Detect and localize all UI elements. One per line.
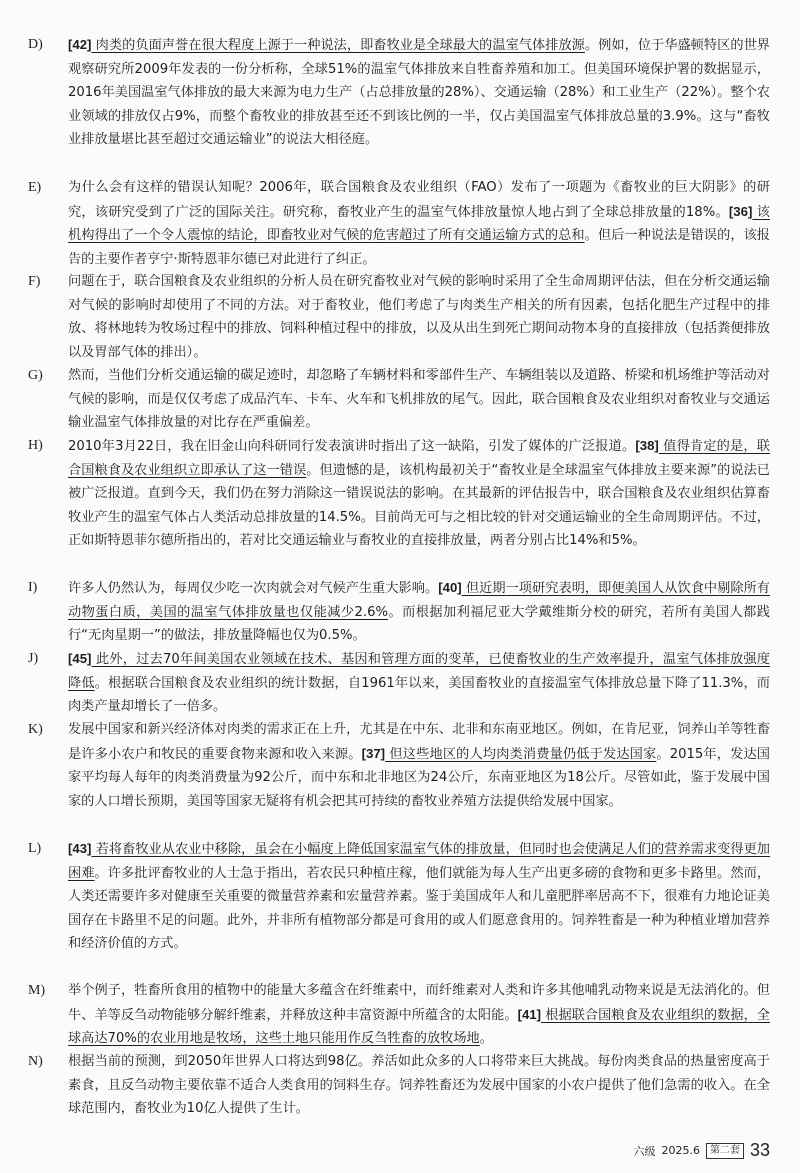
paragraph-body [68,434,770,553]
paragraph-label: M) [28,983,46,998]
paragraph-body [68,176,770,271]
question-number: [37] [361,745,386,761]
underlined-text: 此外，过去70年间美国农业领域在技术、基因和管理方面的变革，已使畜牧业的生产效率提升，温室气体排放强度降低 [68,652,770,691]
paragraph-m [28,979,770,1051]
page-number: 33 [749,1140,770,1160]
underlined-text: 但近期一项研究表明，即便美国人从饮食中剔除所有动物蛋白质，美国的温室气体排放量也仅能减少2.6% [68,581,770,620]
underlined-text: 但这些地区的人均肉类消费量仍低于发达国家 [385,746,657,762]
paragraph-body [68,1050,770,1121]
body-text: 发展中国家和新兴经济体对肉类的需求正在上升，尤其是在中东、北非和东南亚地区。例如，在肯尼亚，饲养山羊等牲畜是许多小农户和牧民的重要食物来源和收入来源。 [68,722,770,762]
paragraph-body [68,576,770,648]
body-text: 。 [479,1031,493,1047]
paragraph-label: D) [28,37,43,52]
body-text: 。但遗憾的是，该机构最初关于“畜牧业是全球温室气体排放主要来源”的说法已被广泛报道。直到今天，我们仍在努力消除这一错误说法的影响。在其最新的评估报告中，联合国粮食及农业组织估算畜牧业产生的温室气体占人类活动总排放量的14.5%。目前尚无可与之相比较的针对交通运输业的全生命周期评估。不过，正如斯特恩菲尔德所指出的，若对比交通运输业与畜牧业的直接排放量，两者分别占比14%和5%。 [68,462,770,549]
body-text: 为什么会有这样的错误认知呢？2006年，联合国粮食及农业组织（FAO）发布了一项题为《畜牧业的巨大阴影》的研究，该研究受到了广泛的国际关注。研究称，畜牧业产生的温室气体排放量惊人地占到了全球总排放量的18%。 [68,180,770,220]
question-number: [36] [728,203,753,219]
paragraph-label: I) [28,580,38,595]
exam-level: 六级 [633,1144,656,1158]
set-badge: 第二套 [706,1143,744,1159]
question-number: [41] [517,1006,542,1022]
body-text: 然而，当他们分析交通运输的碳足迹时，却忽略了车辆材料和零部件生产、车辆组装以及道路、桥梁和机场维护等活动对气候的影响，而是仅仅考虑了成品汽车、卡车、火车和飞机排放的尾气。因此，联合国粮食及农业组织对畜牧业与交通运输业温室气体排放量的对比存在严重偏差。 [68,368,770,431]
paragraph-body [68,647,770,719]
question-number: [45] [68,651,92,666]
paragraph-i [28,576,770,648]
paragraph-label: H) [28,438,43,453]
paragraph-l [28,837,770,956]
paragraph-body [68,270,770,364]
body-text: 2010年3月22日，我在旧金山向科研同行发表演讲时指出了这一缺陷，引发了媒体的广泛报道。 [68,439,636,454]
underlined-text: 根据联合国粮食及农业组织的数据，全球高达70%的农业用地是牧场，这些土地只能用作反刍牲畜的放牧场地 [68,1007,770,1047]
paragraph-f [28,270,770,364]
paragraph-d [28,33,770,152]
paragraph-label: K) [28,722,43,737]
paragraph-k [28,718,770,813]
body-text: 许多人仍然认为，每周仅少吃一次肉就会对气候产生重大影响。 [68,581,439,596]
paragraph-body [68,837,770,956]
paragraph-body [68,33,770,152]
page-footer [633,1140,770,1161]
paragraph-e [28,176,770,271]
paragraph-h [28,434,770,553]
paragraph-body [68,364,770,435]
body-text: 。2015年，发达国家平均每人每年的肉类消费量为92公斤，而中东和北非地区为24公斤，东南亚地区为18公斤。尽管如此，鉴于发展中国家的人口增长预期，美国等国家无疑将有机会把其可持续的畜牧业养殖方法提供给发展中国家。 [68,746,770,809]
question-number: [40] [438,580,462,595]
exam-issue: 2025.6 [661,1144,700,1157]
underlined-text: 若将畜牧业从农业中移除，虽会在小幅度上降低国家温室气体的排放量，但同时也会使满足人们的营养需求变得更加困难 [68,842,770,881]
paragraph-body [68,979,770,1051]
body-text: 。而根据加利福尼亚大学戴维斯分校的研究，若所有美国人都践行“无肉星期一”的做法，排放量降幅也仅为0.5%。 [68,604,770,644]
body-text: 。例如，位于华盛顿特区的世界观察研究所2009年发表的一份分析称，全球51%的温室气体排放来自牲畜养殖和加工。但美国环境保护署的数据显示，2016年美国温室气体排放的最大来源为电力生产（占总排放量的28%）、交通运输（28%）和工业生产（22%）。整个农业领域的排放仅占9%，而整个畜牧业的排放甚至还不到该比例的一半，仅占美国温室气体排放总量的3.9%。这与“畜牧业排放量堪比甚至超过交通运输业”的说法大相径庭。 [68,38,770,148]
underlined-text: 值得肯定的是，联合国粮食及农业组织立即承认了这一错误 [68,439,770,478]
paragraph-label: N) [28,1054,43,1069]
question-number: [43] [68,841,92,856]
body-text: 。许多批评畜牧业的人士急于指出，若农民只种植庄稼，他们就能为每人生产出更多磅的食物和更多卡路里。然而，人类还需要许多对健康至关重要的微量营养素和宏量营养素。鉴于美国成年人和儿童肥胖率居高不下，很难有力地论证美国存在卡路里不足的问题。此外，并非所有植物部分都是可食用的或人们愿意食用的。饲养牲畜是一种为种植业增加营养和经济价值的方式。 [68,865,771,952]
body-text: 。但后一种说法是错误的，该报告的主要作者亨宁·斯特恩菲尔德已对此进行了纠正。 [68,228,770,267]
paragraph-body [68,718,770,813]
body-text: 问题在于，联合国粮食及农业组织的分析人员在研究畜牧业对气候的影响时采用了全生命周期评估法，但在分析交通运输对气候的影响时却使用了不同的方法。对于畜牧业，他们考虑了与肉类生产相关的所有因素，包括化肥生产过程中的排放、将林地转为牧场过程中的排放、饲料种植过程中的排放，以及从出生到死亡期间动物本身的直接排放（包括粪便排放以及胃部气体的排出）。 [68,274,770,360]
paragraph-label: F) [28,274,41,289]
paragraph-label: J) [28,651,39,666]
paragraph-j [28,647,770,719]
body-text: 举个例子，牲畜所食用的植物中的能量大多蕴含在纤维素中，而纤维素对人类和许多其他哺乳动物来说是无法消化的。但牛、羊等反刍动物能够分解纤维素，并释放这种丰富资源中所蕴含的太阳能。 [68,983,770,1023]
paragraph-g [28,364,770,435]
paragraph-label: E) [28,180,42,195]
body-text: 。根据联合国粮食及农业组织的统计数据，自1961年以来，美国畜牧业的直接温室气体排放总量下降了11.3%，而肉类产量却增长了一倍多。 [68,675,770,715]
underlined-text: 肉类的负面声誉在很大程度上源于一种说法，即畜牧业是全球最大的温室气体排放源 [91,38,585,53]
paragraph-label: L) [28,841,42,856]
paragraph-n [28,1050,770,1121]
underlined-text: 该机构得出了一个令人震惊的结论，即畜牧业对气候的危害超过了所有交通运输方式的总和 [68,204,770,244]
body-text: 根据当前的预测，到2050年世界人口将达到98亿。养活如此众多的人口将带来巨大挑战。每份肉类食品的热量密度高于素食，且反刍动物主要依靠不适合人类食用的饲料生存。饲养牲畜还为发展中国家的小农户提供了他们急需的收入。在全球范围内，畜牧业为10亿人提供了生计。 [68,1054,770,1117]
question-number: [42] [68,37,92,52]
question-number: [38] [635,438,659,453]
paragraph-label: G) [28,368,43,383]
